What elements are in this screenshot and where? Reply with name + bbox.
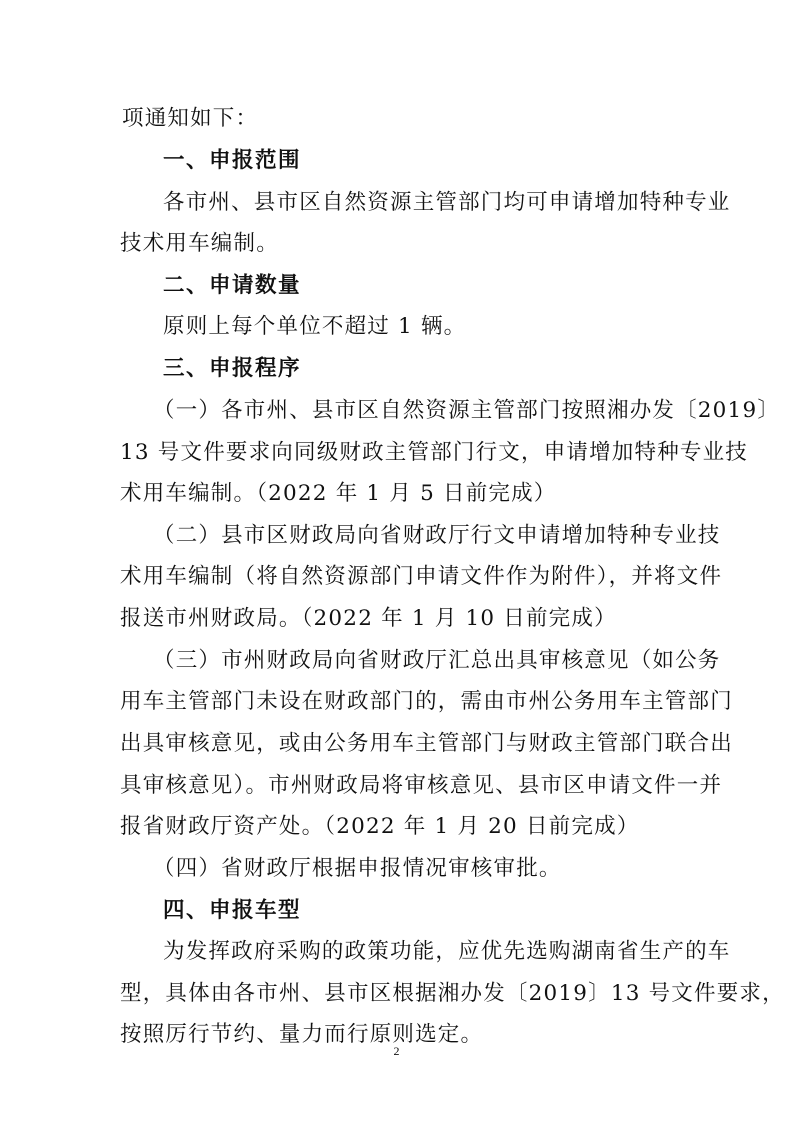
body-line: （四）省财政厅根据申报情况审核审批。 (153, 856, 562, 881)
body-line: 出具审核意见，或由公务用车主管部门与财政主管部门联合出 (120, 731, 733, 756)
body-line: 项通知如下： (122, 106, 259, 131)
body-line: （三）市州财政局向省财政厅汇总出具审核意见（如公务 (153, 648, 721, 673)
body-line: 13 号文件要求向同级财政主管部门行文，申请增加特种专业技 (120, 440, 748, 465)
body-line: 原则上每个单位不超过 1 辆。 (163, 314, 467, 339)
body-line: 各市州、县市区自然资源主管部门均可申请增加特种专业 (163, 190, 731, 215)
body-line: 术用车编制（将自然资源部门申请文件作为附件），并将文件 (120, 564, 723, 589)
body-line: 报省财政厅资产处。（2022 年 1 月 20 日前完成） (120, 814, 640, 839)
section-heading: 二、申请数量 (163, 273, 302, 298)
body-line: 技术用车编制。 (120, 231, 279, 256)
section-heading: 四、申报车型 (163, 898, 302, 923)
body-line: 型，具体由各市州、县市区根据湘办发〔2019〕13 号文件要求， (120, 981, 785, 1006)
page-number: 2 (393, 1044, 400, 1058)
body-line: （二）县市区财政局向省财政厅行文申请增加特种专业技 (153, 523, 721, 548)
body-line: （一）各市州、县市区自然资源主管部门按照湘办发〔2019〕 (153, 398, 781, 423)
body-line: 术用车编制。（2022 年 1 月 5 日前完成） (120, 481, 557, 506)
body-line: 具审核意见）。市州财政局将审核意见、县市区申请文件一并 (120, 773, 723, 798)
section-heading: 一、申报范围 (163, 148, 302, 173)
section-heading: 三、申报程序 (163, 356, 302, 381)
body-line: 报送市州财政局。（2022 年 1 月 10 日前完成） (120, 606, 617, 631)
body-line: 按照厉行节约、量力而行原则选定。 (120, 1022, 484, 1047)
body-line: 用车主管部门未设在财政部门的，需由市州公务用车主管部门 (120, 689, 733, 714)
body-line: 为发挥政府采购的政策功能，应优先选购湖南省生产的车 (163, 939, 731, 964)
